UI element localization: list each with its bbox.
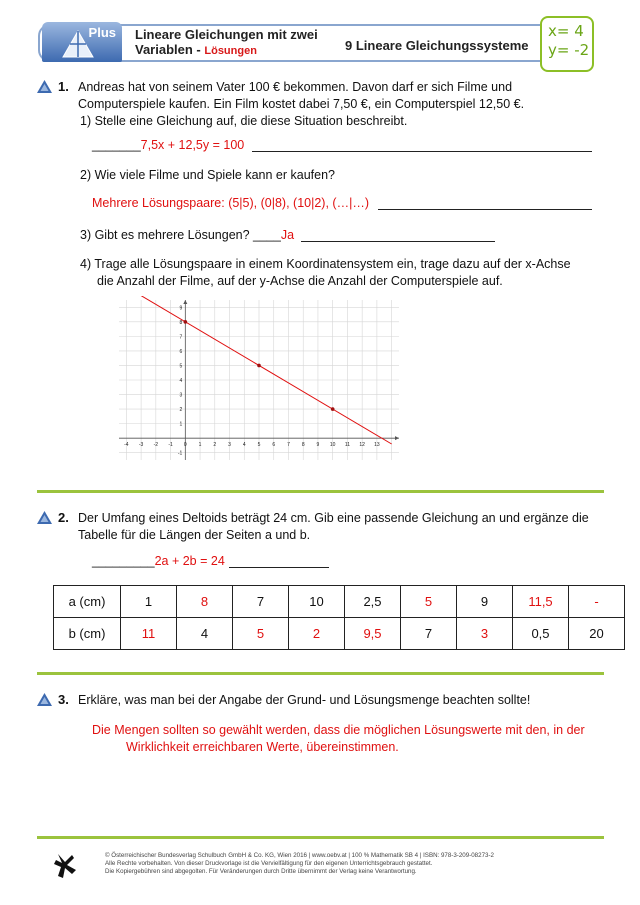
table-cell: 5 (401, 586, 457, 618)
answer-line (378, 195, 592, 210)
answer-line (301, 227, 495, 242)
chapter-title: 9 Lineare Gleichungssysteme (345, 38, 529, 53)
section-divider (37, 836, 604, 839)
x-tick-label: 7 (287, 442, 290, 449)
task1-question3: 3) Gibt es mehrere Lösungen? ____Ja (80, 228, 295, 242)
task3-text: Erkläre, was man bei der Angabe der Grund- und Lösungsmenge beachten sollte! (78, 693, 531, 707)
solution-point (331, 407, 335, 411)
table-cell: 7 (401, 618, 457, 650)
task3-number: 3. (58, 692, 69, 707)
table-cell: - (569, 586, 625, 618)
x-tick-label: -2 (153, 442, 159, 449)
solution-point (257, 364, 261, 368)
publisher-logo-icon (52, 852, 78, 880)
equation-badge (540, 16, 594, 72)
table-cell: 9,5 (345, 618, 401, 650)
coordinate-chart (115, 296, 407, 466)
x-tick-label: 4 (242, 442, 246, 449)
x-tick-label: 1 (198, 442, 202, 449)
footer-text: © Österreichischer Bundesverlag Schulbuch GmbH & Co. KG, Wien 2016 | www.oebv.at | 100 % Mathematik SB 4 | ISBN: 978-3-209-08273-2 Alle Rechte vorbehalten. Von dieser Druckvorlage ist die Vervielfältigung für den eigenen Unterrichtsgebrauch gestattet. Die Kopiergebühren sind abgegolten. Für Veränderungen durch Dritte übernimmt der Verlag keine Verantwortung. (105, 852, 494, 875)
x-tick-label: 9 (316, 442, 320, 449)
y-tick-label: 5 (179, 363, 183, 370)
table-cell: 8 (177, 586, 233, 618)
x-tick-label: 2 (213, 442, 217, 449)
x-tick-label: 13 (374, 442, 380, 449)
answer-line (252, 137, 592, 152)
table-cell: 10 (289, 586, 345, 618)
table-cell: 11 (121, 618, 177, 650)
table-row (54, 618, 625, 650)
section-divider (37, 672, 604, 675)
table-cell: 2,5 (345, 586, 401, 618)
table-cell: 1 (121, 586, 177, 618)
y-tick-label: 2 (179, 407, 183, 414)
table-cell: 7 (233, 586, 289, 618)
x-tick-label: -4 (124, 442, 129, 449)
table-cell: 11,5 (513, 586, 569, 618)
x-tick-label: 0 (183, 442, 187, 449)
answer-line (229, 553, 329, 568)
task-triangle-icon (37, 80, 52, 93)
x-axis-arrow (395, 436, 399, 440)
x-tick-label: 10 (329, 442, 336, 449)
y-tick-label: -1 (177, 450, 183, 457)
task1-question2: 2) Wie viele Filme und Spiele kann er kaufen? (80, 168, 335, 182)
table-cell: 5 (233, 618, 289, 650)
table-row-label: b (cm) (54, 618, 121, 650)
title-line2: Variablen - Lösungen (135, 42, 257, 57)
x-tick-label: 12 (359, 442, 365, 449)
task2-number: 2. (58, 510, 69, 525)
x-tick-label: 3 (228, 442, 231, 449)
table-cell: 4 (177, 618, 233, 650)
y-axis-arrow (183, 300, 187, 304)
x-tick-label: 6 (272, 442, 276, 449)
x-tick-label: -1 (168, 442, 173, 449)
y-tick-label: 3 (179, 392, 183, 399)
y-tick-label: 7 (179, 334, 183, 341)
task1-text: Andreas hat von seinem Vater 100 € bekommen. Davon darf er sich Filme und Computerspiele kaufen. Ein Film kostet dabei 7,50 €, ein Computerspiel 12,50 €. 1) Stelle eine Gleichung auf, die diese Situation beschreibt. (78, 80, 525, 128)
task2-text: Der Umfang eines Deltoids beträgt 24 cm. Gib eine passende Gleichung an und ergänze die Tabelle für die Längen der Seiten a und b. (78, 511, 589, 542)
table-row-label: a (cm) (54, 586, 121, 618)
badge-line2: y= -2 (548, 41, 590, 59)
table-row (54, 586, 625, 618)
solutions-label: Lösungen (204, 45, 257, 57)
x-tick-label: 8 (301, 442, 305, 449)
side-length-table (53, 585, 625, 650)
badge-line1: x= 4 (548, 22, 584, 40)
y-tick-label: 1 (179, 421, 183, 428)
task-triangle-icon (37, 511, 52, 524)
table-cell: 3 (457, 618, 513, 650)
solution-point (184, 320, 188, 324)
y-tick-label: 9 (179, 305, 183, 312)
task1-answer3: Ja (280, 228, 295, 242)
y-tick-label: 4 (179, 378, 183, 384)
task2-answer: _________2a + 2b = 24 (92, 554, 225, 568)
y-tick-label: 8 (179, 319, 183, 326)
table-cell: 20 (569, 618, 625, 650)
x-tick-label: 5 (257, 442, 261, 449)
title-line1: Lineare Gleichungen mit zwei (135, 27, 318, 42)
task-triangle-icon (37, 693, 52, 706)
task1-question4: 4) Trage alle Lösungspaare in einem Koordinatensystem ein, trage dazu auf der x-Achse die Anzahl der Filme, auf der y-Achse die Anzahl der Computerspiele auf. (80, 257, 571, 288)
task1-number: 1. (58, 79, 69, 94)
task1-answer1: _______7,5x + 12,5y = 100 (92, 138, 245, 152)
x-tick-label: 11 (344, 442, 351, 449)
table-cell: 9 (457, 586, 513, 618)
x-tick-label: -3 (138, 442, 144, 449)
table-cell: 0,5 (513, 618, 569, 650)
y-tick-label: 6 (179, 348, 183, 355)
table-cell: 2 (289, 618, 345, 650)
task1-answer2: Mehrere Lösungspaare: (5|5), (0|8), (10|2), (…|…) (92, 196, 369, 210)
plus-logo (42, 22, 122, 62)
page-title (135, 27, 318, 59)
task3-answer: Die Mengen sollten so gewählt werden, dass die möglichen Lösungswerte mit den, in der Wirklichkeit erreichbaren Werte, übereinstimmen. (92, 723, 585, 754)
section-divider (37, 490, 604, 493)
logo-text: Plus (88, 25, 116, 40)
